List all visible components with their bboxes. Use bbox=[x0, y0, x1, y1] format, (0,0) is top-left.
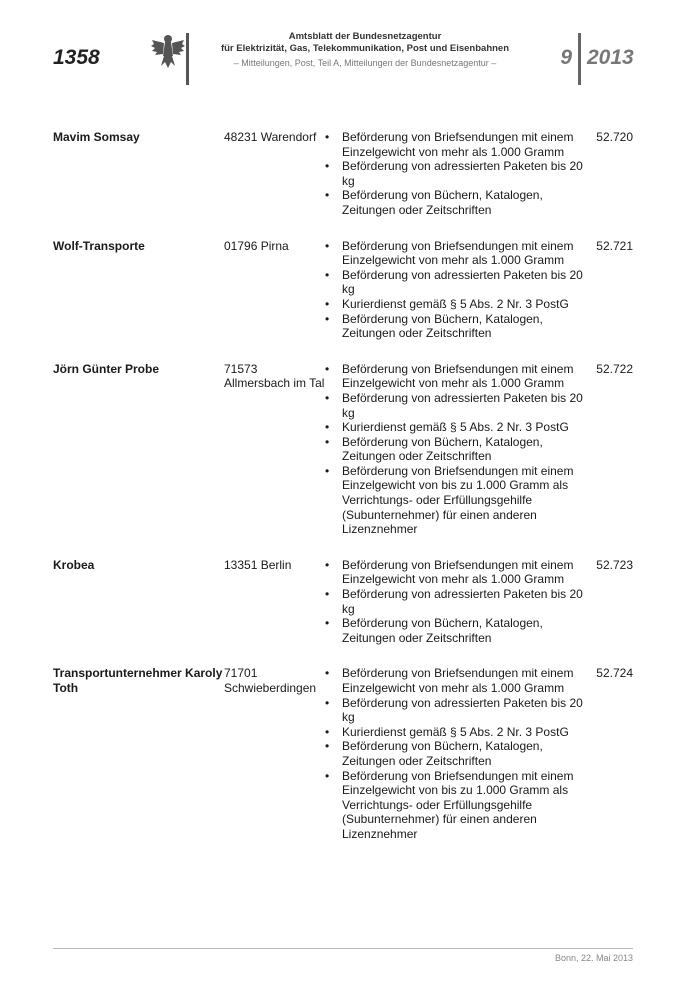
page-number: 1358 bbox=[53, 46, 100, 69]
footer-divider bbox=[53, 948, 633, 949]
license-number: 52.723 bbox=[596, 557, 633, 572]
licensee-place: 48231 Warendorf bbox=[224, 130, 317, 144]
license-entry bbox=[53, 130, 633, 218]
licensee-name: Mavim Somsay bbox=[53, 130, 140, 144]
licensee-place: 71701 Schwieberdingen bbox=[224, 666, 317, 695]
emblem-divider bbox=[186, 33, 189, 85]
footer-date: Bonn, 22. Mai 2013 bbox=[554, 953, 633, 963]
service-list bbox=[325, 130, 591, 218]
issue-year: 2013 bbox=[587, 46, 634, 69]
page-header bbox=[0, 0, 700, 100]
license-entry bbox=[53, 362, 633, 537]
service-item: • Beförderung von adressierten Paketen bis 20 kg bbox=[325, 391, 591, 420]
service-list bbox=[325, 666, 591, 841]
licensee-name: Krobea bbox=[53, 557, 95, 572]
license-number: 52.720 bbox=[596, 130, 633, 144]
service-item: • Beförderung von adressierten Paketen bis 20 kg bbox=[325, 587, 591, 616]
service-item: • Beförderung von adressierten Paketen bis 20 kg bbox=[325, 268, 591, 297]
licensee-place: 01796 Pirna bbox=[224, 238, 289, 253]
publication-title bbox=[200, 31, 530, 55]
service-item: • Beförderung von Briefsendungen mit einem Einzelgewicht von mehr als 1.000 Gramm bbox=[325, 666, 591, 695]
license-number: 52.724 bbox=[596, 666, 633, 681]
service-list bbox=[325, 362, 591, 537]
licensee-place: 13351 Berlin bbox=[224, 557, 292, 572]
licensee-name: Transportunternehmer Karoly Toth bbox=[53, 666, 223, 695]
service-item: • Beförderung von Briefsendungen mit einem Einzelgewicht von bis zu 1.000 Gramm als Verrichtungs- oder Erfüllungsgehilfe (Subunternehmer) für einen anderen Lizenznehmer bbox=[325, 464, 591, 537]
service-item: • Kurierdienst gemäß § 5 Abs. 2 Nr. 3 PostG bbox=[325, 725, 591, 740]
service-item: • Beförderung von adressierten Paketen bis 20 kg bbox=[325, 696, 591, 725]
publication-subtitle: – Mitteilungen, Post, Teil A, Mitteilungen der Bundesnetzagentur – bbox=[233, 58, 497, 68]
service-item: • Beförderung von Büchern, Katalogen, Zeitungen oder Zeitschriften bbox=[325, 188, 591, 217]
issue-number: 9 bbox=[560, 46, 572, 69]
licensee-place: 71573 Allmersbach im Tal bbox=[224, 361, 325, 391]
service-item: • Beförderung von Briefsendungen mit einem Einzelgewicht von mehr als 1.000 Gramm bbox=[325, 362, 591, 391]
license-entry bbox=[53, 666, 633, 841]
service-list bbox=[325, 558, 591, 646]
publication-title-line2: für Elektrizität, Gas, Telekommunikation, Post und Eisenbahnen bbox=[220, 43, 510, 54]
issue-divider bbox=[578, 33, 581, 85]
license-entry bbox=[53, 558, 633, 646]
service-item: • Kurierdienst gemäß § 5 Abs. 2 Nr. 3 PostG bbox=[325, 297, 591, 312]
service-item: • Beförderung von Büchern, Katalogen, Zeitungen oder Zeitschriften bbox=[325, 435, 591, 464]
federal-eagle-icon bbox=[150, 32, 186, 70]
license-number: 52.722 bbox=[596, 361, 633, 376]
service-item: • Beförderung von Briefsendungen mit einem Einzelgewicht von mehr als 1.000 Gramm bbox=[325, 130, 591, 159]
service-list bbox=[325, 239, 591, 341]
licensee-name: Jörn Günter Probe bbox=[53, 361, 160, 376]
service-item: • Kurierdienst gemäß § 5 Abs. 2 Nr. 3 PostG bbox=[325, 420, 591, 435]
licensee-name: Wolf-Transporte bbox=[53, 238, 145, 253]
license-list bbox=[53, 130, 633, 863]
service-item: • Beförderung von Briefsendungen mit einem Einzelgewicht von mehr als 1.000 Gramm bbox=[325, 239, 591, 268]
service-item: • Beförderung von Briefsendungen mit einem Einzelgewicht von bis zu 1.000 Gramm als Verrichtungs- oder Erfüllungsgehilfe (Subunternehmer) für einen anderen Lizenznehmer bbox=[325, 769, 591, 842]
service-item: • Beförderung von Büchern, Katalogen, Zeitungen oder Zeitschriften bbox=[325, 739, 591, 768]
license-entry bbox=[53, 239, 633, 341]
publication-title-line1: Amtsblatt der Bundesnetzagentur bbox=[288, 31, 442, 42]
service-item: • Beförderung von Büchern, Katalogen, Zeitungen oder Zeitschriften bbox=[325, 312, 591, 341]
service-item: • Beförderung von Briefsendungen mit einem Einzelgewicht von mehr als 1.000 Gramm bbox=[325, 558, 591, 587]
service-item: • Beförderung von Büchern, Katalogen, Zeitungen oder Zeitschriften bbox=[325, 616, 591, 645]
license-number: 52.721 bbox=[596, 238, 633, 253]
service-item: • Beförderung von adressierten Paketen bis 20 kg bbox=[325, 159, 591, 188]
